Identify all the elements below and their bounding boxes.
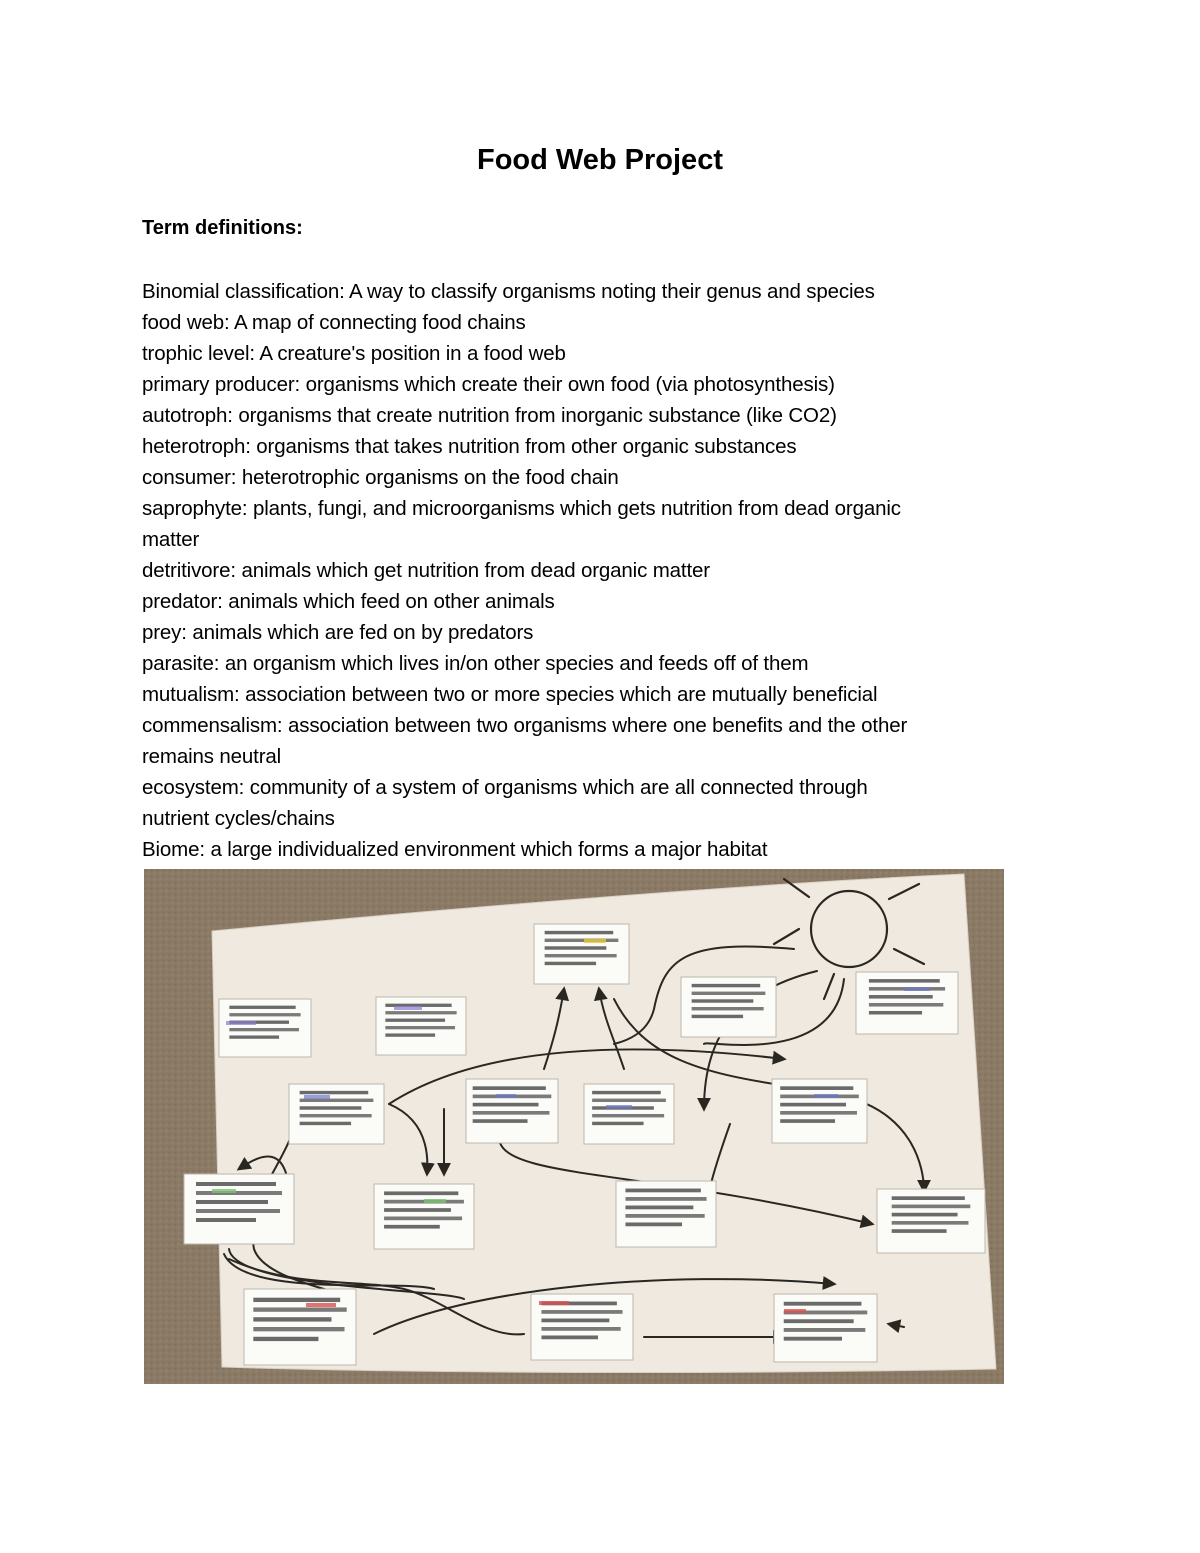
species-card (466, 1079, 558, 1143)
species-card (184, 1174, 294, 1244)
species-card (374, 1184, 474, 1249)
definition-line: detritivore: animals which get nutrition from dead organic matter (142, 559, 710, 582)
definition-line: commensalism: association between two organisms where one benefits and the other (142, 714, 908, 737)
definition-line: primary producer: organisms which create their own food (via photosynthesis) (142, 373, 835, 396)
species-card (244, 1289, 356, 1365)
definition-line: mutualism: association between two or more species which are mutually beneficial (142, 683, 878, 706)
species-card (877, 1189, 985, 1253)
species-card (376, 997, 466, 1055)
page-title: Food Web Project (477, 144, 723, 176)
species-card (772, 1079, 867, 1143)
species-card (774, 1294, 877, 1362)
food-web-poster-photo (144, 869, 1004, 1384)
species-card (584, 1084, 674, 1144)
definition-line: Binomial classification: A way to classify organisms noting their genus and species (142, 280, 875, 303)
species-card (616, 1181, 716, 1247)
definition-line: Biome: a large individualized environment which forms a major habitat (142, 838, 768, 861)
definition-line: ecosystem: community of a system of organisms which are all connected through (142, 776, 868, 799)
definition-line: trophic level: A creature's position in a food web (142, 342, 566, 365)
section-heading: Term definitions: (142, 217, 303, 239)
definition-line: prey: animals which are fed on by predators (142, 621, 534, 644)
species-card (531, 1294, 633, 1360)
definition-line: heterotroph: organisms that takes nutrition from other organic substances (142, 435, 797, 458)
species-card (681, 977, 776, 1037)
species-card (856, 972, 958, 1034)
definition-line: remains neutral (142, 745, 282, 768)
species-card (289, 1084, 384, 1144)
definitions-list (142, 276, 1042, 865)
definition-line: parasite: an organism which lives in/on other species and feeds off of them (142, 652, 809, 675)
definition-line: consumer: heterotrophic organisms on the food chain (142, 466, 619, 489)
definition-line: autotroph: organisms that create nutrition from inorganic substance (like CO2) (142, 404, 837, 427)
definition-line: matter (142, 528, 200, 551)
species-card (534, 924, 629, 984)
definition-line: nutrient cycles/chains (142, 807, 335, 830)
species-card (219, 999, 311, 1057)
definition-line: predator: animals which feed on other animals (142, 590, 555, 613)
definition-line: food web: A map of connecting food chains (142, 311, 526, 334)
definition-line: saprophyte: plants, fungi, and microorganisms which gets nutrition from dead organic (142, 497, 901, 520)
